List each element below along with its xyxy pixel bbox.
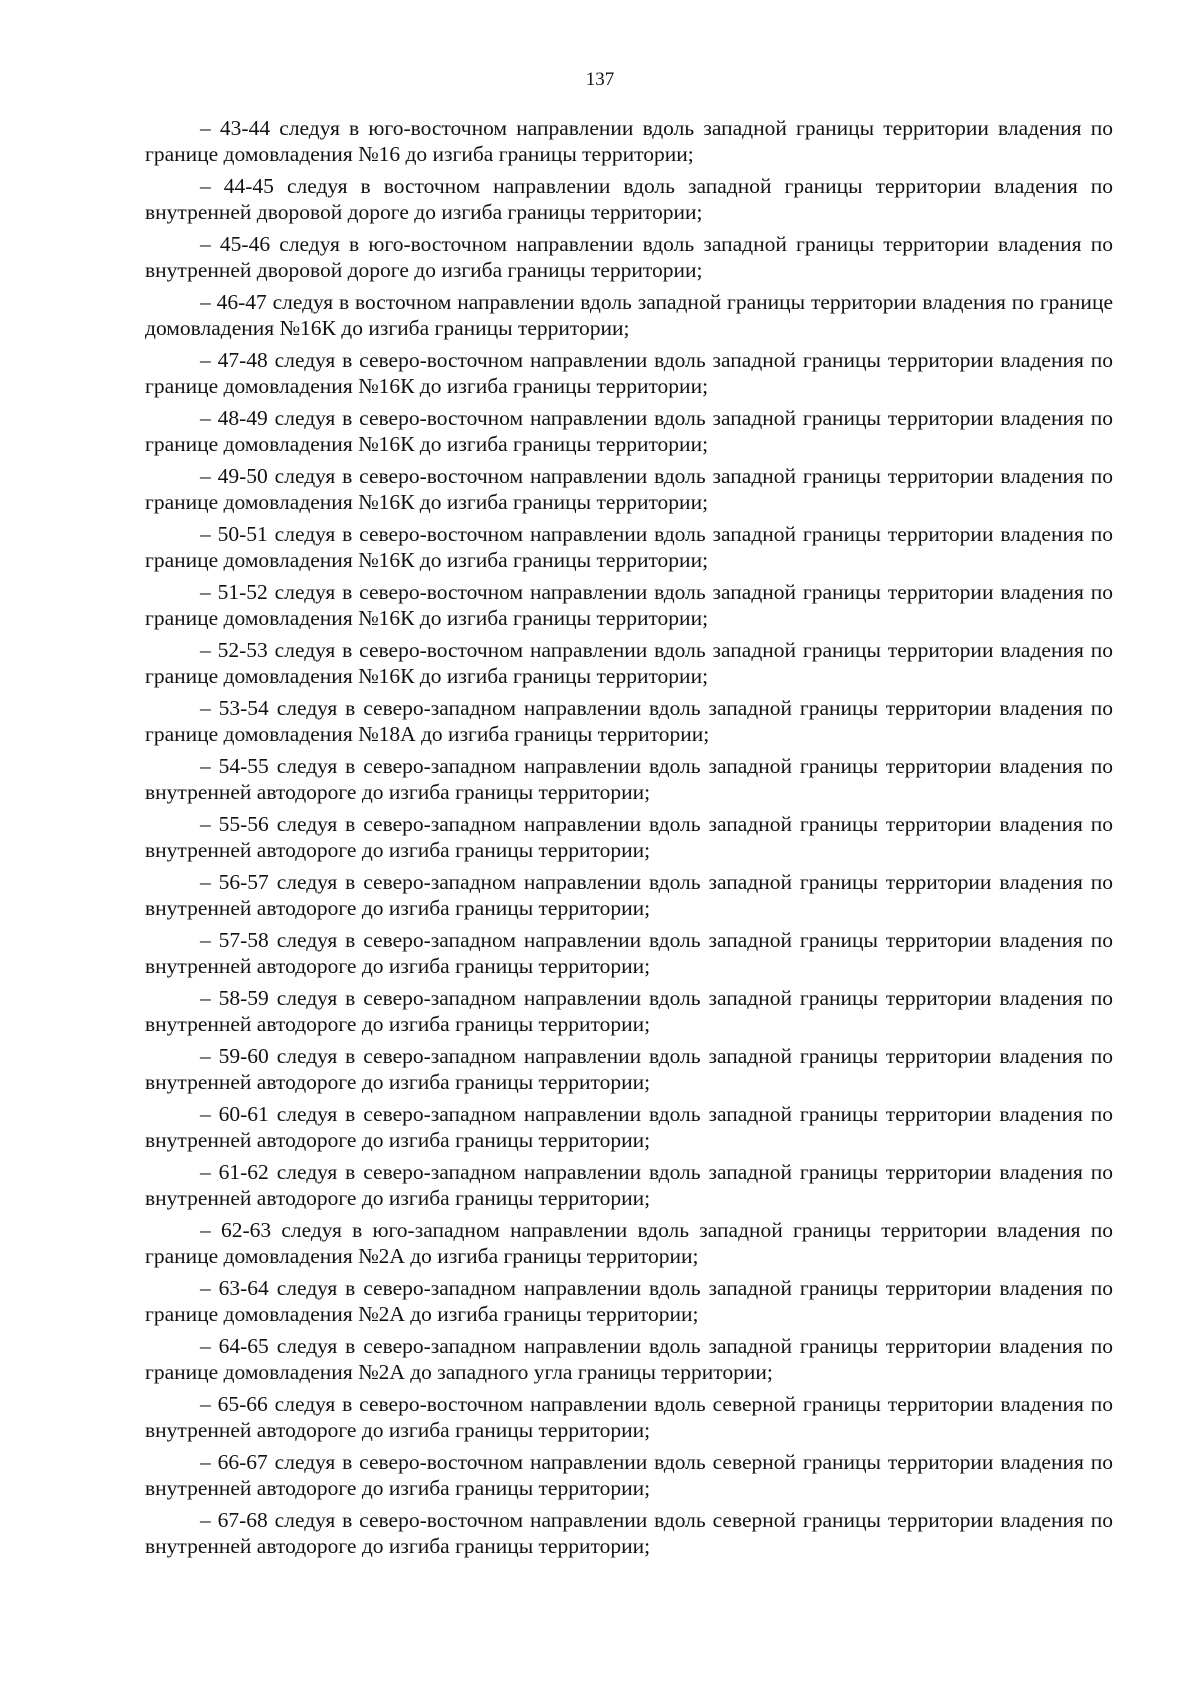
paragraph: – 63-64 следуя в северо-западном направлении вдоль западной границы территории владения по границе домовладения №2А до изгиба границы территории; [145,1276,1113,1326]
paragraph: – 54-55 следуя в северо-западном направлении вдоль западной границы территории владения по внутренней автодороге до изгиба границы территории; [145,754,1113,804]
paragraph: – 61-62 следуя в северо-западном направлении вдоль западной границы территории владения по внутренней автодороге до изгиба границы территории; [145,1160,1113,1210]
paragraph: – 43-44 следуя в юго-восточном направлении вдоль западной границы территории владения по границе домовладения №16 до изгиба границы территории; [145,116,1113,166]
paragraph: – 44-45 следуя в восточном направлении вдоль западной границы территории владения по внутренней дворовой дороге до изгиба границы территории; [145,174,1113,224]
paragraph: – 55-56 следуя в северо-западном направлении вдоль западной границы территории владения по внутренней автодороге до изгиба границы территории; [145,812,1113,862]
paragraph: – 48-49 следуя в северо-восточном направлении вдоль западной границы территории владения по границе домовладения №16К до изгиба границы территории; [145,406,1113,456]
paragraph: – 49-50 следуя в северо-восточном направлении вдоль западной границы территории владения по границе домовладения №16К до изгиба границы территории; [145,464,1113,514]
paragraph: – 47-48 следуя в северо-восточном направлении вдоль западной границы территории владения по границе домовладения №16К до изгиба границы территории; [145,348,1113,398]
paragraph: – 51-52 следуя в северо-восточном направлении вдоль западной границы территории владения по границе домовладения №16К до изгиба границы территории; [145,580,1113,630]
paragraph: – 66-67 следуя в северо-восточном направлении вдоль северной границы территории владения по внутренней автодороге до изгиба границы территории; [145,1450,1113,1500]
paragraph: – 58-59 следуя в северо-западном направлении вдоль западной границы территории владения по внутренней автодороге до изгиба границы территории; [145,986,1113,1036]
page-number: 137 [585,69,615,90]
paragraph: – 67-68 следуя в северо-восточном направлении вдоль северной границы территории владения по внутренней автодороге до изгиба границы территории; [145,1508,1113,1558]
paragraph: – 64-65 следуя в северо-западном направлении вдоль западной границы территории владения по границе домовладения №2А до западного угла границы территории; [145,1334,1113,1384]
paragraph: – 60-61 следуя в северо-западном направлении вдоль западной границы территории владения по внутренней автодороге до изгиба границы территории; [145,1102,1113,1152]
document-body [145,115,1113,1565]
paragraph: – 62-63 следуя в юго-западном направлении вдоль западной границы территории владения по границе домовладения №2А до изгиба границы территории; [145,1218,1113,1268]
paragraph: – 50-51 следуя в северо-восточном направлении вдоль западной границы территории владения по границе домовладения №16К до изгиба границы территории; [145,522,1113,572]
paragraph: – 52-53 следуя в северо-восточном направлении вдоль западной границы территории владения по границе домовладения №16К до изгиба границы территории; [145,638,1113,688]
paragraph: – 46-47 следуя в восточном направлении вдоль западной границы территории владения по границе домовладения №16К до изгиба границы территории; [145,290,1113,340]
paragraph: – 57-58 следуя в северо-западном направлении вдоль западной границы территории владения по внутренней автодороге до изгиба границы территории; [145,928,1113,978]
paragraph: – 45-46 следуя в юго-восточном направлении вдоль западной границы территории владения по внутренней дворовой дороге до изгиба границы территории; [145,232,1113,282]
paragraph: – 65-66 следуя в северо-восточном направлении вдоль северной границы территории владения по внутренней автодороге до изгиба границы территории; [145,1392,1113,1442]
paragraph: – 59-60 следуя в северо-западном направлении вдоль западной границы территории владения по внутренней автодороге до изгиба границы территории; [145,1044,1113,1094]
paragraph: – 53-54 следуя в северо-западном направлении вдоль западной границы территории владения по границе домовладения №18А до изгиба границы территории; [145,696,1113,746]
paragraph: – 56-57 следуя в северо-западном направлении вдоль западной границы территории владения по внутренней автодороге до изгиба границы территории; [145,870,1113,920]
